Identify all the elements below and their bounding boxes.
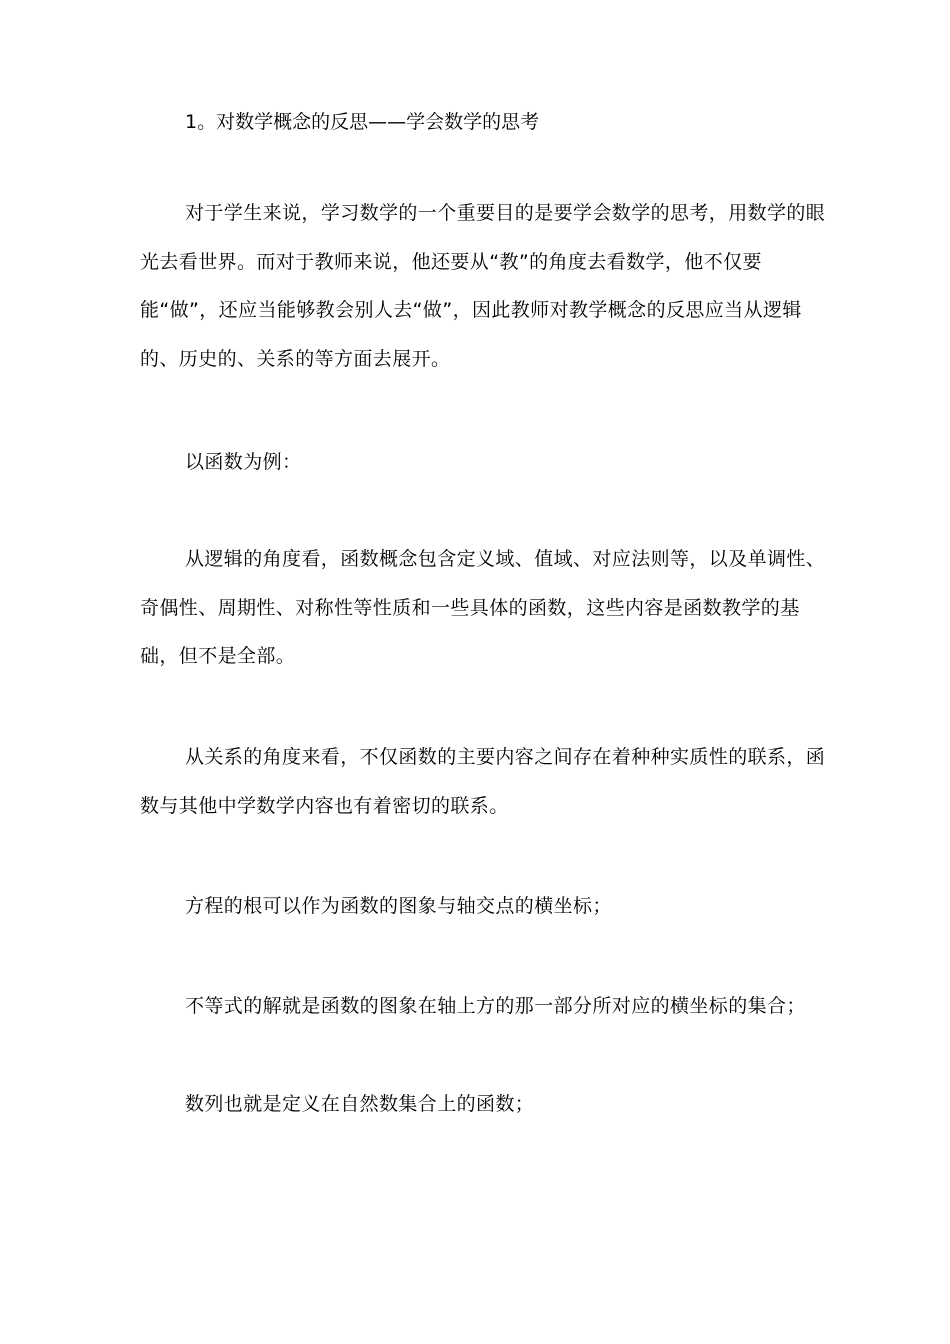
paragraph-inequality-solutions: 不等式的解就是函数的图象在轴上方的那一部分所对应的横坐标的集合； (185, 995, 806, 1017)
paragraph-logic-perspective: 从逻辑的角度看，函数概念包含定义域、值域、对应法则等，以及单调性、奇偶性、周期性、对称性等性质和一些具体的函数，这些内容是函数教学的基础，但不是全部。 (140, 548, 826, 667)
section-heading: 1。对数学概念的反思——学会数学的思考 (185, 111, 540, 133)
paragraph-teacher-reflection: 对于学生来说，学习数学的一个重要目的是要学会数学的思考，用数学的眼光去看世界。而对于教师来说，他还要从“教”的角度去看数学，他不仅要能“做”，还应当能够教会别人去“做”，因此教师对教学概念的反思应当从逻辑的、历史的、关系的等方面去展开。 (140, 202, 826, 370)
paragraph-relation-perspective: 从关系的角度来看，不仅函数的主要内容之间存在着种种实质性的联系，函数与其他中学数学内容也有着密切的联系。 (140, 746, 826, 817)
paragraph-sequences: 数列也就是定义在自然数集合上的函数； (185, 1093, 535, 1115)
paragraph-equation-roots: 方程的根可以作为函数的图象与轴交点的横坐标； (185, 895, 612, 917)
paragraph-function-example: 以函数为例： (185, 451, 302, 473)
